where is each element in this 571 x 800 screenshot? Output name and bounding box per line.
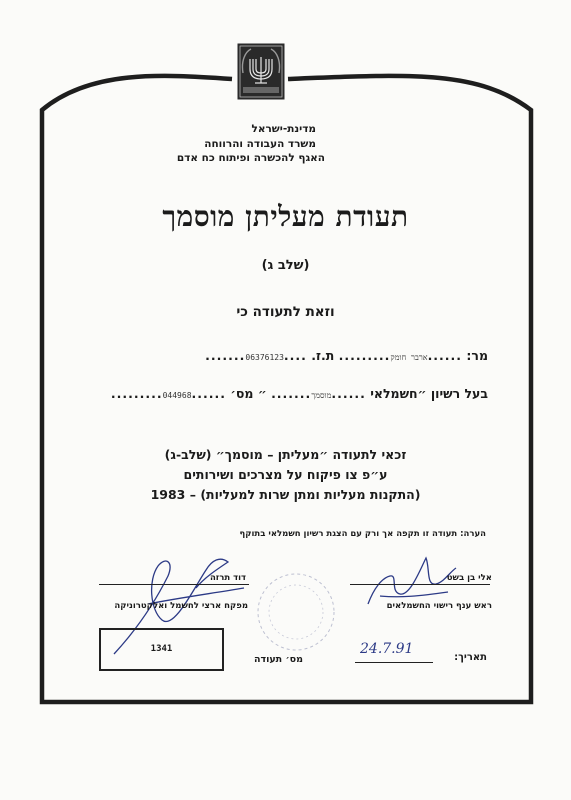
license-no-label: ״ מס׳: [230, 386, 267, 401]
official-stamp: [252, 568, 340, 656]
certificate-number-label: מס׳ תעודה: [253, 654, 303, 665]
entitled-line-2: ע״פ צו פיקוח על מצרכים ושירותים: [183, 467, 388, 482]
id-value: 06376123: [245, 353, 284, 362]
date-value: 24.7.91: [360, 641, 414, 657]
entitled-line-1: זכאי לתעודה ״מעליתן – מוסמך״ (שלב-ג): [164, 447, 407, 462]
ministry-name: משרד העבודה והרווחה: [204, 138, 316, 150]
license-label: בעל רשיון ״חשמלאי: [370, 386, 488, 401]
certificate-number: 1341: [150, 644, 173, 654]
right-signatory-name: אלי בן בשט: [446, 573, 492, 583]
id-label: ת.ז.: [311, 348, 335, 363]
entitled-line-3: (התקנות מעליות ומתן שרות למעליות) – 1983: [150, 487, 421, 502]
level-label: (שלב ג): [261, 258, 310, 273]
left-signatory-name: דוד תרזה: [209, 573, 246, 583]
state-emblem-icon: [237, 43, 285, 100]
mr-label: מר:: [466, 348, 488, 363]
license-type: מוסמך: [311, 391, 332, 400]
date-label: תאריך:: [454, 652, 487, 663]
right-signatory-title: ראש ענף רישוי החשמלאים: [386, 601, 492, 611]
holder-name: ארבר חומק: [390, 353, 428, 362]
left-signatory-title: מפקח ארצי לחשמל ואלקטרוניקה: [114, 601, 248, 611]
right-signature-line: [350, 584, 490, 585]
left-signature-line: [99, 584, 249, 585]
certifies-line: וזאת לתעודה כי: [236, 304, 335, 320]
state-name: מדינת-ישראל: [251, 123, 316, 135]
date-line: [355, 662, 433, 663]
license-number: 044968: [162, 391, 192, 400]
division-name: האגף להכשרה ופיתוח כח אדם: [176, 152, 325, 164]
certificate-title: תעודת מעליתן מוסמך: [162, 200, 409, 233]
validity-note: הערה: תעודה זו תקפה אך ורק עם הצגת רשיון חשמלאי בתוקף: [239, 529, 486, 539]
certificate-number-box: [99, 628, 224, 671]
